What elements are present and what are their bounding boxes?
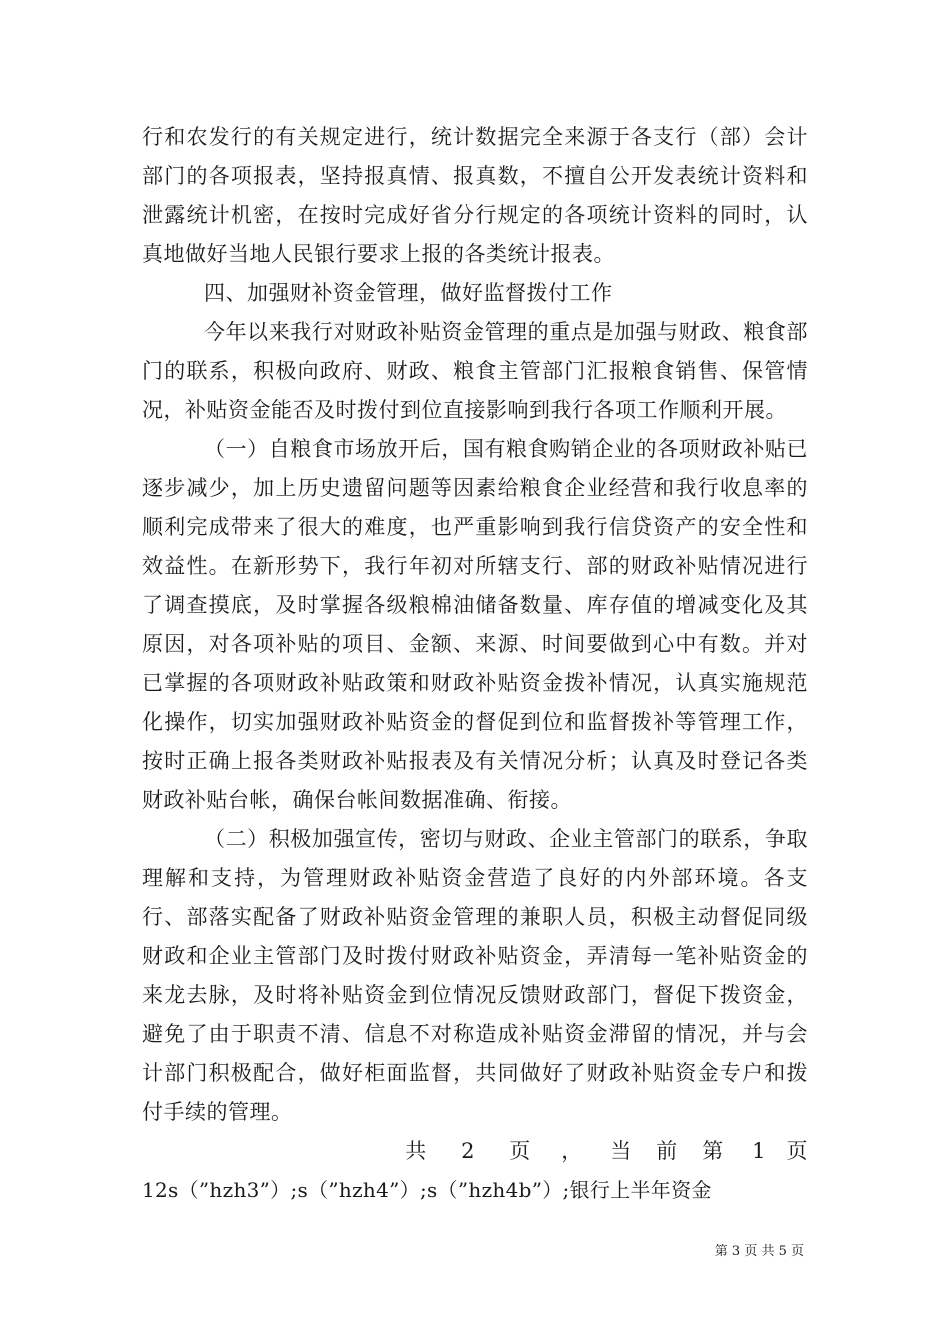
trailing-line: 12s（”hzh3”）;s（”hzh4”）;s（”hzh4b”）;银行上半年资金 — [142, 1178, 712, 1202]
pager-token: 页 — [786, 1139, 808, 1163]
pager-token: ， — [561, 1139, 583, 1163]
pager-token: 页 — [509, 1139, 531, 1163]
page-number-footer: 第 3 页 共 5 页 — [714, 1244, 804, 1259]
paragraph-4: （二）积极加强宣传，密切与财政、企业主管部门的联系，争取理解和支持，为管理财政补贴资金营造了良好的内外部环境。各支行、部落实配备了财政补贴资金管理的兼职人员，积极主动督促同级财政和企业主管部门及时拨付财政补贴资金，弄清每一笔补贴资金的来龙去脉，及时将补贴资金到位情况反馈财政部门，督促下拨资金，避免了由于职责不清、信息不对称造成补贴资金滞留的情况，并与会计部门积极配合，做好柜面监督，共同做好了财政补贴资金专户和拨付手续的管理。 — [142, 827, 808, 1124]
section-heading-4: 四、加强财补资金管理，做好监督拨付工作 — [204, 281, 613, 305]
pager-token: 1 — [752, 1139, 766, 1163]
pager-token: 共 — [405, 1139, 427, 1163]
document-body — [142, 118, 808, 1210]
inline-pager — [142, 1132, 808, 1171]
pager-token: 前 — [656, 1139, 678, 1163]
pager-token: 第 — [702, 1139, 724, 1163]
paragraph-3: （一）自粮食市场放开后，国有粮食购销企业的各项财政补贴已逐步减少，加上历史遗留问题等因素给粮食企业经营和我行收息率的顺利完成带来了很大的难度，也严重影响到我行信贷资产的安全性和效益性。在新形势下，我行年初对所辖支行、部的财政补贴情况进行了调查摸底，及时掌握各级粮棉油储备数量、库存值的增减变化及其原因，对各项补贴的项目、金额、来源、时间要做到心中有数。并对已掌握的各项财政补贴政策和财政补贴资金拨补情况，认真实施规范化操作，切实加强财政补贴资金的督促到位和监督拨补等管理工作，按时正确上报各类财政补贴报表及有关情况分析；认真及时登记各类财政补贴台帐，确保台帐间数据准确、衔接。 — [142, 437, 808, 812]
paragraph-1: 行和农发行的有关规定进行，统计数据完全来源于各支行（部）会计部门的各项报表，坚持报真情、报真数，不擅自公开发表统计资料和泄露统计机密，在按时完成好省分行规定的各项统计资料的同时，认真地做好当地人民银行要求上报的各类统计报表。 — [142, 125, 808, 266]
paragraph-2: 今年以来我行对财政补贴资金管理的重点是加强与财政、粮食部门的联系，积极向政府、财政、粮食主管部门汇报粮食销售、保管情况，补贴资金能否及时拨付到位直接影响到我行各项工作顺利开展。 — [142, 320, 808, 422]
pager-token: 2 — [461, 1139, 475, 1163]
pager-token: 当 — [610, 1139, 632, 1163]
